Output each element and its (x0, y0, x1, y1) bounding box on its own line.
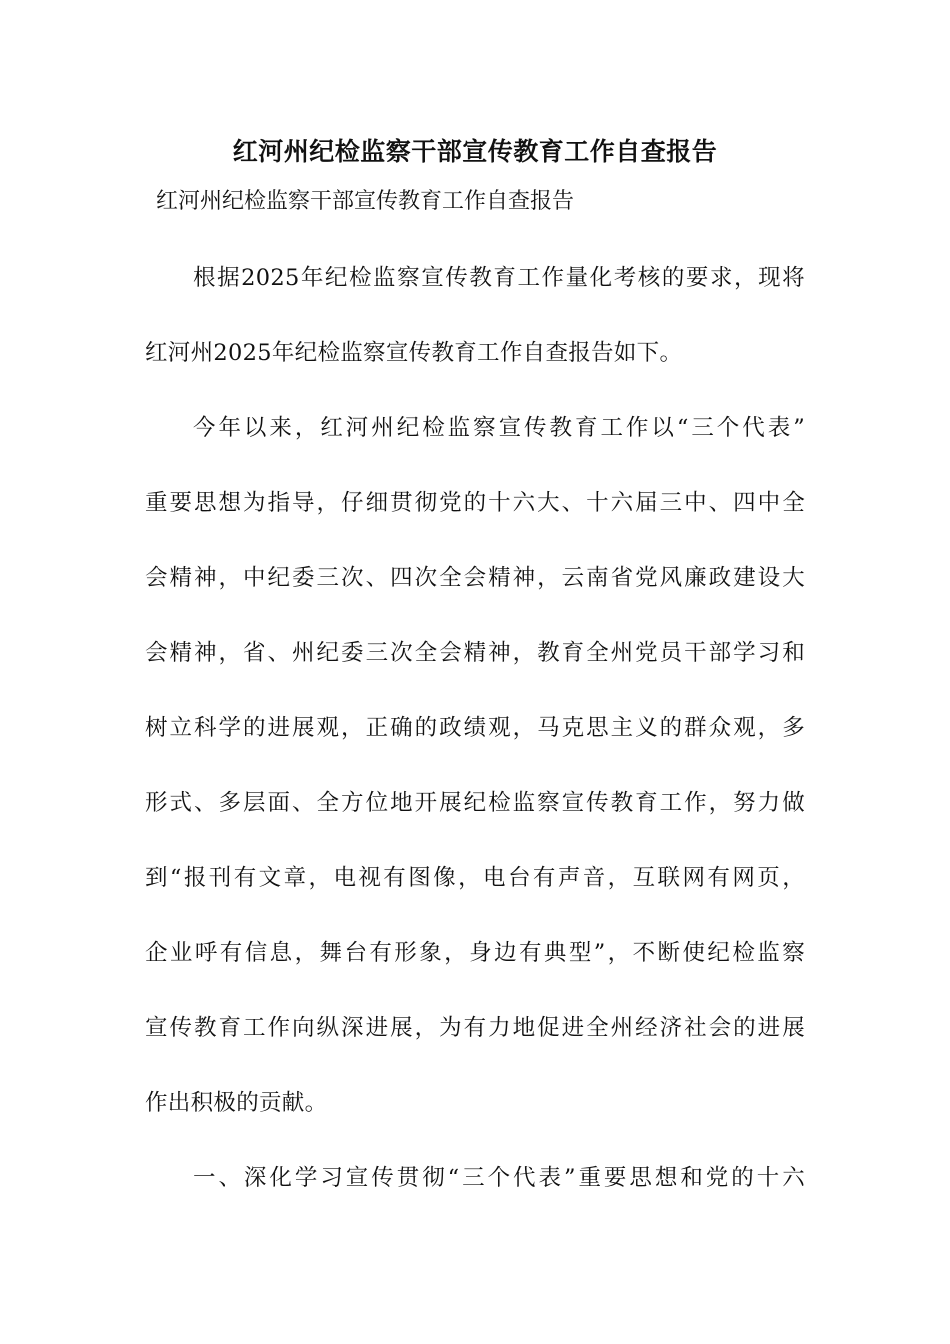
paragraph-line: 会精神，省、州纪委三次全会精神，教育全州党员干部学习和 (145, 640, 805, 666)
document-subtitle: 红河州纪检监察干部宣传教育工作自查报告 (156, 189, 575, 214)
paragraph-line: 到“报刊有文章，电视有图像，电台有声音，互联网有网页， (145, 865, 805, 891)
paragraph-line: 树立科学的进展观，正确的政绩观，马克思主义的群众观，多 (145, 715, 805, 741)
paragraph-line: 根据2025年纪检监察宣传教育工作量化考核的要求，现将 (193, 265, 805, 291)
document-body (145, 252, 805, 1227)
paragraph-line: 作出积极的贡献。 (145, 1090, 328, 1116)
paragraph-line: 今年以来，红河州纪检监察宣传教育工作以“三个代表” (193, 415, 805, 441)
section-heading-line: 一、深化学习宣传贯彻“三个代表”重要思想和党的十六 (193, 1165, 805, 1191)
paragraph-line: 重要思想为指导，仔细贯彻党的十六大、十六届三中、四中全 (145, 490, 805, 516)
paragraph-line: 企业呼有信息，舞台有形象，身边有典型”，不断使纪检监察 (145, 940, 805, 966)
paragraph-line: 形式、多层面、全方位地开展纪检监察宣传教育工作，努力做 (145, 790, 805, 816)
paragraph-line: 红河州2025年纪检监察宣传教育工作自查报告如下。 (145, 340, 683, 366)
paragraph-line: 会精神，中纪委三次、四次全会精神，云南省党风廉政建设大 (145, 565, 805, 591)
document-title: 红河州纪检监察干部宣传教育工作自查报告 (232, 137, 718, 166)
paragraph-line: 宣传教育工作向纵深进展，为有力地促进全州经济社会的进展 (145, 1015, 805, 1041)
